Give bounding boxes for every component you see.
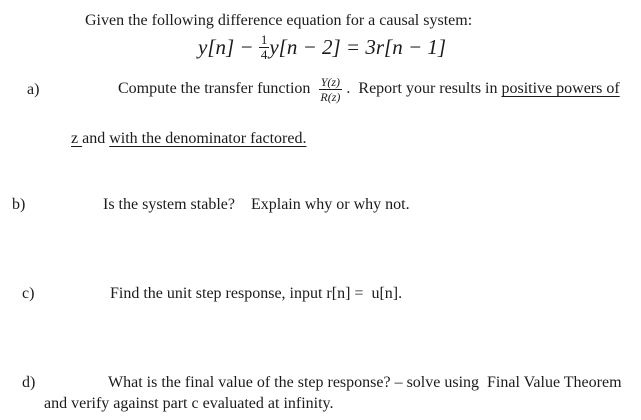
equation-rhs: y[n − 2] = 3r[n − 1]: [269, 35, 447, 59]
transfer-function-denominator: R(z): [320, 89, 341, 104]
part-b-text: Is the system stable? Explain why or why not.: [103, 196, 410, 213]
part-a-text-line2: [55, 109, 306, 169]
part-a-text-line1: [118, 72, 620, 106]
part-c-text: Find the unit step response, input r[n] = u[n].: [110, 285, 403, 302]
part-a-text-before-fraction: Compute the transfer function: [118, 80, 311, 97]
equation-fraction-numerator: 1: [260, 32, 268, 47]
equation-fraction-denominator: 4: [260, 47, 268, 62]
part-b-label: b): [12, 196, 26, 213]
part-a-underlined-phrase-1: positive powers of: [501, 80, 620, 97]
part-c-label: c): [22, 285, 35, 302]
part-d-text-line1: What is the final value of the step response? – solve using Final Value Theorem: [108, 374, 622, 391]
equation-lhs: y[n] −: [198, 35, 259, 59]
difference-equation: [198, 33, 446, 62]
transfer-function-fraction: [318, 75, 342, 104]
part-a-label: a): [27, 81, 40, 98]
part-d-label: d): [22, 374, 36, 391]
transfer-function-numerator: Y(z): [320, 74, 341, 89]
part-a-text-after-fraction: . Report your results in: [346, 80, 502, 97]
equation-fraction: [259, 33, 270, 62]
part-a-line2-plain: and: [82, 130, 110, 147]
part-a-underlined-phrase-2: with the denominator factored.: [109, 130, 307, 147]
part-d-text-line2: and verify against part c evaluated at infinity.: [44, 395, 334, 412]
part-a-underlined-z: z: [71, 130, 83, 147]
problem-intro: Given the following difference equation for a causal system:: [85, 12, 473, 29]
